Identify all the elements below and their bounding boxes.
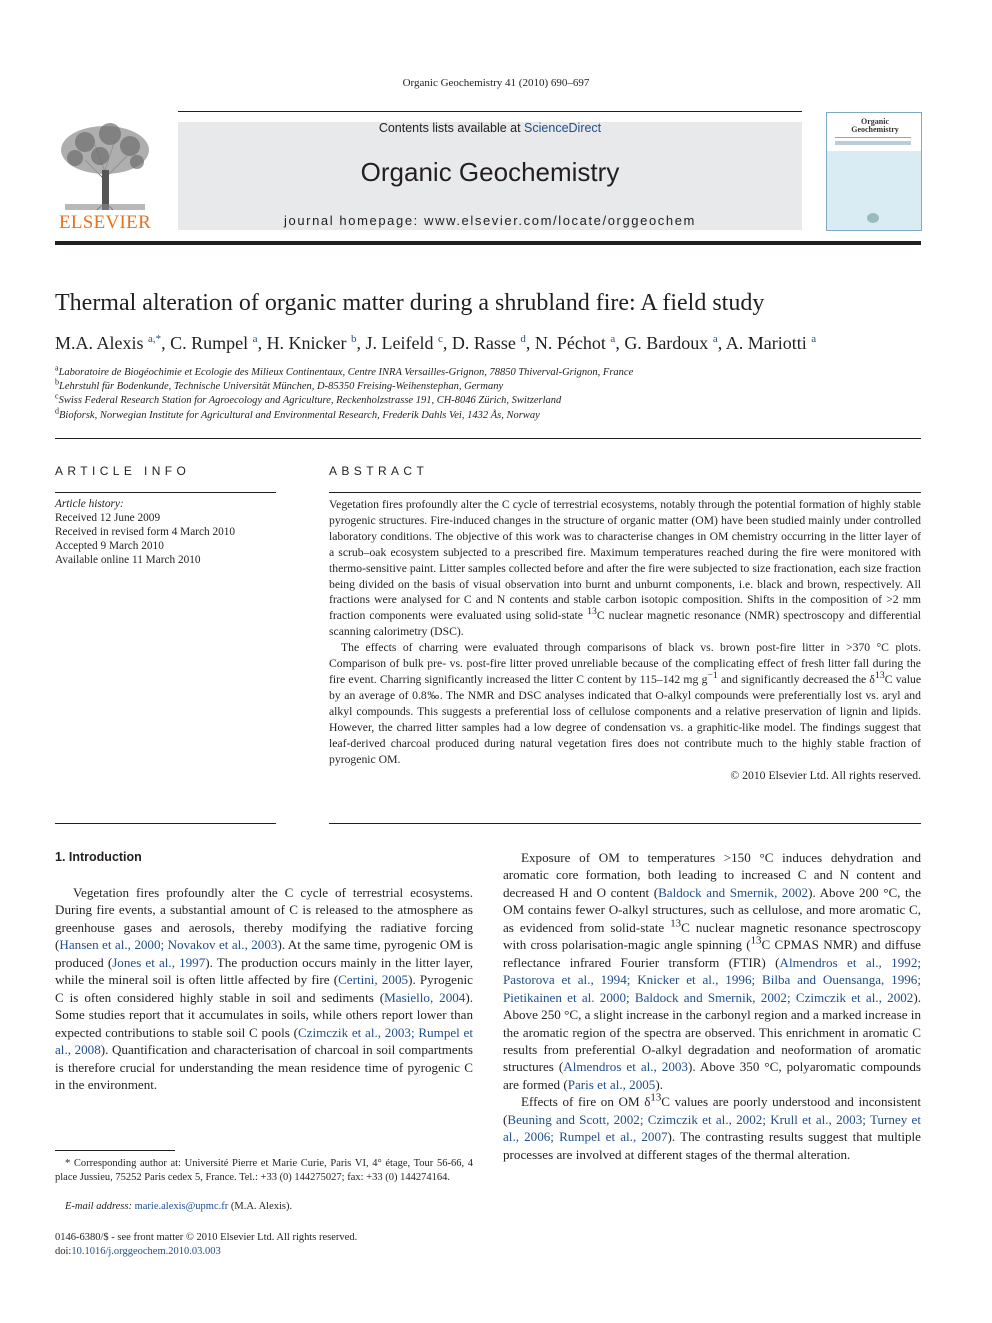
author-name[interactable]: G. Bardoux [624,333,709,353]
affiliation-d: $^d$Bioforsk, Norwegian Institute for Agricultural and Environmental Research, Frederik Dahls Vei, 1432 Ås, Norway [55,406,540,421]
article-history [55,497,276,567]
text-run: ). The production occurs mainly in the litter layer, while the mineral soil is often little affected by fire ( [55,954,473,988]
author-name[interactable]: J. Leifeld [365,333,434,353]
text-run: ). The contrasting results suggest that multiple processes are involved at different stages of the thermal alteration. [503,1129,921,1162]
citation-link[interactable]: Czimczik et al., 2003; Rumpel et al., 2008 [55,1024,473,1058]
doi-line: doi:10.1016/j.orggeochem.2010.03.003 [55,1246,221,1258]
abstract-heading: ABSTRACT [329,464,429,478]
text-run: C values are poorly understood and inconsistent ( [503,1094,921,1127]
author-affiliation-mark[interactable]: a,* [148,333,162,345]
issn-line: 0146-6380/$ - see front matter © 2010 Elsevier Ltd. All rights reserved. [55,1232,358,1243]
abstract-body [329,497,921,784]
author-affiliation-mark[interactable]: a [610,333,616,345]
author-affiliation-mark[interactable]: a [712,333,718,345]
affiliation-c: $^c$Swiss Federal Research Station for Agroecology and Agriculture, Reckenholzstrasse 191, CH-8046 Zürich, Switzerland [55,391,562,406]
cover-emblem-icon [867,213,879,223]
elsevier-tree-icon [55,120,155,212]
doi-link[interactable]: 10.1016/j.orggeochem.2010.03.003 [71,1246,221,1258]
cover-text-block [835,141,911,145]
text-run: C nuclear magnetic resonance spectroscopy with cross polarisation-magic angle spinning ( [503,919,921,953]
author-list: M.A. Alexis $^{a,*}$, C. Rumpel $^a$, H. Knicker $^b$, J. Leifeld $^c$, D. Rasse $^d$, N. Péchot $^a$, G. Bardoux $^a$, A. Mariotti $^a$ [55,333,817,353]
intro-paragraph-3 [503,1093,921,1163]
abstract-rule [329,492,921,493]
text-run: Exposure of OM to temperatures >150 °C induces dehydration and aromatic core formation, both leading to increased C and N content and decreased H and O content ( [503,850,921,900]
elsevier-logo [55,120,155,232]
author-name[interactable]: H. Knicker [266,333,347,353]
text-run: Effects of fire on OM δ [521,1094,651,1110]
citation-link[interactable]: Certini, 2005 [338,972,409,988]
copyright-line: © 2010 Elsevier Ltd. All rights reserved. [730,769,921,783]
isotope-superscript: 13 [650,1091,662,1104]
header-top-rule [178,111,802,112]
accepted-date: Accepted 9 March 2010 [55,540,164,552]
abstract-bottom-rule [329,823,921,824]
contents-line: Contents lists available at ScienceDirect [378,121,602,135]
author-name[interactable]: C. Rumpel [170,333,249,353]
running-head: Organic Geochemistry 41 (2010) 690–697 [402,77,590,89]
received-date: Received 12 June 2009 [55,512,161,524]
sciencedirect-link[interactable]: ScienceDirect [524,121,602,135]
abstract-paragraph-2: The effects of charring were evaluated through comparisons of black vs. brown post-fire litter in >370 °C plots. Comparison of bulk pre- vs. post-fire litter proved unreliable because of the complicating effect of fresh litter fall during the fire event. Charring significantly increased the litter C content by 115–142 mg $g^{-1}$ and significantly decreased the $\delta^{13}C$ value by an average of 0.8‰. The NMR and DSC analyses indicated that O-alkyl compounds were preferentially lost vs. aryl and alkyl compounds. This suggests a preferential loss of cellulose components and a relative preservation of lignin and lipids. However, the charred litter samples had a low degree of condensation vs. a graphitic-like model. The findings suggest that leaf-derived charcoal produced during natural vegetation fires does not contribute much to the highly stable fraction of pyrogenic OM. [329,641,922,766]
text-run: C CPMAS NMR) and diffuse reflectance infrared Fourier transform (FTIR) ( [503,937,921,970]
intro-left-column [55,884,473,1093]
footnote-rule [55,1150,175,1151]
citation-link[interactable]: Baldock and Smernik, 2002 [658,884,809,900]
bottom-notice [55,1231,473,1260]
citation-link[interactable]: Hansen et al., 2000; Novakov et al., 2003 [59,937,278,953]
citation-link[interactable]: Almendros et al., 1992; Pastorova et al., 1994; Knicker et al., 1996; Bilba and Ouensanga, 1996; Pietikainen et al. 2000; Baldock and Smernik, 2002; Czimczik et al., 2002 [503,954,922,1005]
intro-right-column [503,849,921,1163]
text-run: ). Above 200 °C, the OM contains fewer O-alkyl structures, such as cellulose, and more aromatic C, as evidenced from solid-state [503,884,922,935]
journal-cover[interactable] [826,112,922,231]
affiliation-a: $^a$Laboratoire de Biogéochimie et Ecologie des Milieux Continentaux, Centre INRA Versailles-Grignon, 78850 Thiverval-Grignon, France [55,363,634,378]
journal-homepage[interactable]: journal homepage: www.elsevier.com/locate/orggeochem [284,213,696,228]
author-name[interactable]: D. Rasse [451,333,516,353]
citation-link[interactable]: Masiello, 2004 [384,989,466,1005]
article-info-heading: ARTICLE INFO [55,464,191,478]
text-run: Vegetation fires profoundly alter the C cycle of terrestrial ecosystems. During fire events, a substantial amount of C is released to the atmosphere as greenhouse gases and aerosols, thereby modifying the radiative forcing ( [55,885,473,953]
text-run: ). [655,1076,663,1092]
introduction-heading: 1. Introduction [55,850,142,864]
isotope-superscript: 13 [670,917,682,930]
journal-title: Organic Geochemistry [360,157,620,187]
author-affiliation-mark[interactable]: a [811,333,817,345]
header-bottom-rule [55,241,921,245]
intro-paragraph-1 [55,884,473,1093]
article-info-rule [55,492,276,493]
corresponding-author-note: * Corresponding author at: Université Pierre et Marie Curie, Paris VI, 4° étage, Tour 56-66, 4 place Jussieu, 75252 Paris cedex 5, France. Tel.: +33 (0) 144275027; fax: +33 (0) 144274164. [55,1158,473,1184]
citation-link[interactable]: Jones et al., 1997 [112,954,206,970]
text-run: ). Some studies report that it accumulates in soils, while others report lower than expected contributions to stable soil C pools ( [55,989,473,1040]
citation-link[interactable]: Beuning and Scott, 2002; Czimczik et al., 2002; Krull et al., 2003; Turney et al., 2006; Rumpel et al., 2007 [503,1111,921,1145]
author-affiliation-mark[interactable]: a [252,333,258,345]
email-link[interactable]: marie.alexis@upmc.fr [134,1201,229,1212]
author-name[interactable]: M.A. Alexis [55,333,144,353]
article-info-bottom-rule [55,823,276,824]
affiliation-b: $^b$Lehrstuhl für Bodenkunde, Technische Universität München, D-85350 Freising-Weihenstephan, Germany [55,377,504,392]
text-run: ). Quantification and characterisation of charcoal in soil compartments is therefore crucial for understanding the mean residence time of pyrogenic C in the environment. [55,1042,473,1092]
cover-title: Organic Geochemistry [851,117,899,134]
cover-rule [835,137,911,138]
history-label: Article history: [55,498,124,510]
author-affiliation-mark[interactable]: d [520,333,526,345]
revised-date: Received in revised form 4 March 2010 [55,526,236,538]
email-note: E-mail address: marie.alexis@upmc.fr (M.A. Alexis). [65,1201,293,1212]
abstract-paragraph-1: Vegetation fires profoundly alter the C cycle of terrestrial ecosystems, notably through the potential formation of highly stable pyrogenic structures. Fire-induced changes in the structure of organic matter (OM) have been studied mainly under controlled laboratory conditions. The objective of this work was to characterise changes in OM chemistry occurring in the litter layer of a scrub–oak ecosystem subjected to a prescribed fire. Maximum temperatures reached during the fire were monitored with thermo-sensitive paint. Litter samples collected before and after the fire were subjected to size fractionation, each size fraction being divided on the basis of visual observation into burnt and unburnt components, i.e. black and brown, respectively. All fractions were analysed for C and N contents and stable carbon isotopic composition. Shifts in the composition of >2 mm fraction components were evaluated using solid-state $^{13}$C nuclear magnetic resonance (NMR) spectroscopy and differential scanning calorimetry (DSC). [329,498,922,639]
author-affiliation-mark[interactable]: c [438,333,443,345]
online-date: Available online 11 March 2010 [55,554,201,566]
text-run: ). Above 350 °C, polyaromatic compounds are formed ( [503,1059,921,1092]
publisher-wordmark[interactable]: ELSEVIER [58,212,152,233]
intro-paragraph-2 [503,849,921,1093]
article-title: Thermal alteration of organic matter during a shrubland fire: A field study [55,290,765,316]
author-name[interactable]: N. Péchot [534,333,606,353]
text-run: ). Pyrogenic C is often considered highly stable in soil and sediments ( [55,972,473,1005]
citation-link[interactable]: Paris et al., 2005 [567,1076,656,1092]
author-name[interactable]: A. Mariotti [725,333,807,353]
author-affiliation-mark[interactable]: b [351,333,357,345]
text-run: ). At the same time, pyrogenic OM is produced ( [55,937,473,970]
isotope-superscript: 13 [750,934,762,947]
citation-link[interactable]: Almendros et al., 2003 [563,1059,688,1075]
text-run: ). Above 250 °C, a slight increase in the carbonyl region and a marked increase in the aromatic region of the spectra are observed. This enrichment in aromatic C results from preferential O-alkyl degradation and neoformation of aromatic structures ( [503,989,921,1075]
affiliations-rule [55,438,921,439]
